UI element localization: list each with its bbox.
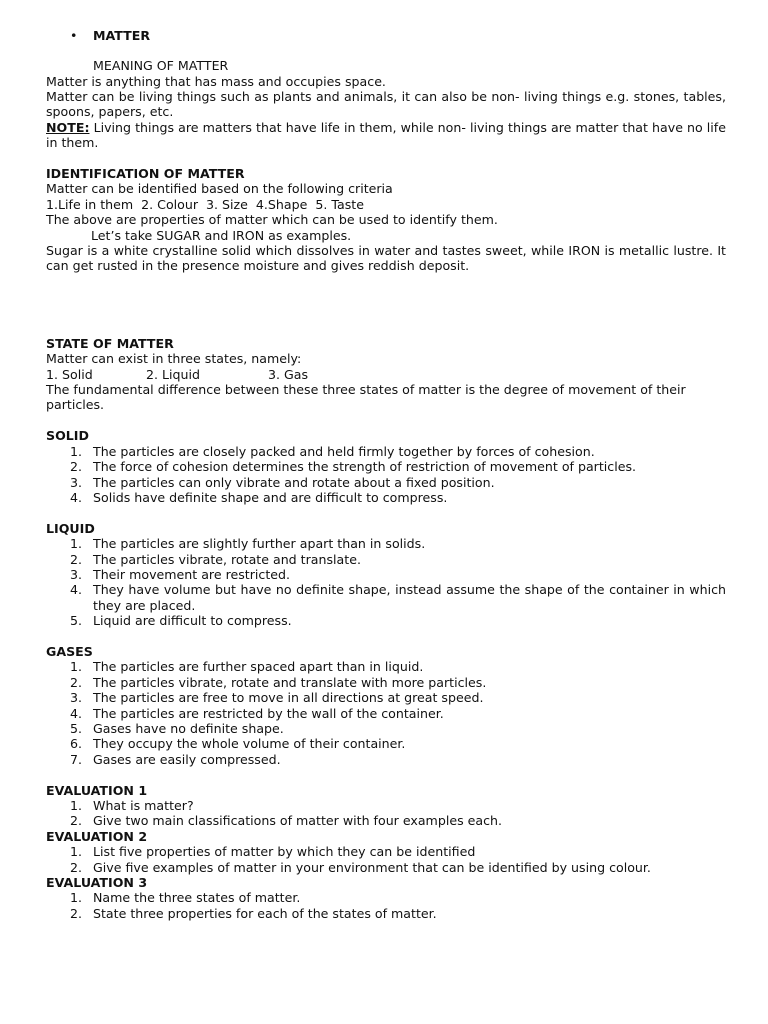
states-difference: The fundamental difference between these three states of matter is the degree of movement of their particles.: [46, 382, 686, 413]
meaning-heading: MEANING OF MATTER: [93, 58, 229, 74]
list-item: 4. Solids have definite shape and are difficult to compress.: [70, 489, 448, 505]
list-item: 1. The particles are closely packed and held firmly together by forces of cohesion.: [70, 443, 595, 459]
solid-heading: SOLID: [46, 428, 89, 444]
evaluation-1-heading: EVALUATION 1: [46, 782, 148, 798]
list-item: 3. The particles can only vibrate and rotate about a fixed position.: [70, 474, 495, 490]
list-item: 2. Give two main classifications of matter with four examples each.: [70, 813, 503, 829]
list-item: 2. State three properties for each of the states of matter.: [70, 905, 437, 921]
state-gas: 3. Gas: [268, 366, 309, 382]
list-item: 3. Their movement are restricted.: [70, 566, 291, 582]
identification-criteria: 1.Life in them 2. Colour 3. Size 4.Shape 5. Taste: [46, 196, 364, 212]
note-paragraph: [46, 120, 726, 151]
states-heading: STATE OF MATTER: [46, 335, 174, 351]
identification-intro: Matter can be identified based on the following criteria: [46, 181, 393, 197]
list-item: 2. The particles vibrate, rotate and translate.: [70, 551, 361, 567]
list-item: 4. They have volume but have no definite shape, instead assume the shape of the container in which they are placed.: [70, 582, 726, 613]
note-text: Living things are matters that have life in them, while non- living things are matter that have no life in them.: [46, 119, 726, 151]
list-item: 2. The force of cohesion determines the strength of restriction of movement of particles.: [70, 459, 637, 475]
list-item: 1. The particles are further spaced apart than in liquid.: [70, 659, 424, 675]
states-list: [46, 367, 726, 382]
identification-heading: IDENTIFICATION OF MATTER: [46, 166, 245, 182]
meaning-line-2: Matter can be living things such as plants and animals, it can also be non- living things e.g. stones, tables, spoons, papers, etc.: [46, 89, 726, 120]
evaluation-3-list: [46, 890, 726, 921]
matter-bullet: [46, 28, 726, 43]
gases-list: [46, 659, 726, 767]
evaluation-2-heading: EVALUATION 2: [46, 828, 148, 844]
identification-note: The above are properties of matter which can be used to identify them.: [46, 212, 498, 228]
meaning-line-1: Matter is anything that has mass and occupies space.: [46, 73, 386, 89]
list-item: 6. They occupy the whole volume of their container.: [70, 736, 406, 752]
list-item: 7. Gases are easily compressed.: [70, 751, 281, 767]
note-label: NOTE:: [46, 119, 90, 135]
solid-list: [46, 444, 726, 506]
list-item: 5. Gases have no definite shape.: [70, 720, 284, 736]
list-item: 3. The particles are free to move in all directions at great speed.: [70, 690, 484, 706]
state-liquid: 2. Liquid: [146, 366, 201, 382]
states-intro: Matter can exist in three states, namely:: [46, 351, 302, 367]
state-solid: 1. Solid: [46, 366, 93, 382]
list-item: 1. List five properties of matter by which they can be identified: [70, 844, 476, 860]
document-page: [46, 28, 726, 921]
identification-example-text: Sugar is a white crystalline solid which dissolves in water and tastes sweet, while IRON is metallic lustre. It can get rusted in the presence moisture and gives reddish deposit.: [46, 243, 726, 274]
identification-example-intro: Let’s take SUGAR and IRON as examples.: [91, 227, 352, 243]
bullet-icon: •: [70, 28, 78, 43]
gases-heading: GASES: [46, 643, 93, 659]
evaluation-3-heading: EVALUATION 3: [46, 875, 148, 891]
matter-heading: MATTER: [93, 28, 151, 43]
list-item: 4. The particles are restricted by the wall of the container.: [70, 705, 444, 721]
evaluation-1-list: [46, 798, 726, 829]
list-item: 2. The particles vibrate, rotate and translate with more particles.: [70, 674, 487, 690]
list-item: 1. What is matter?: [70, 797, 194, 813]
list-item: 5. Liquid are difficult to compress.: [70, 613, 292, 629]
list-item: 1. Name the three states of matter.: [70, 890, 301, 906]
liquid-list: [46, 536, 726, 628]
list-item: 1. The particles are slightly further apart than in solids.: [70, 536, 426, 552]
liquid-heading: LIQUID: [46, 520, 95, 536]
list-item: 2. Give five examples of matter in your environment that can be identified by using colour.: [70, 859, 651, 875]
evaluation-2-list: [46, 844, 726, 875]
